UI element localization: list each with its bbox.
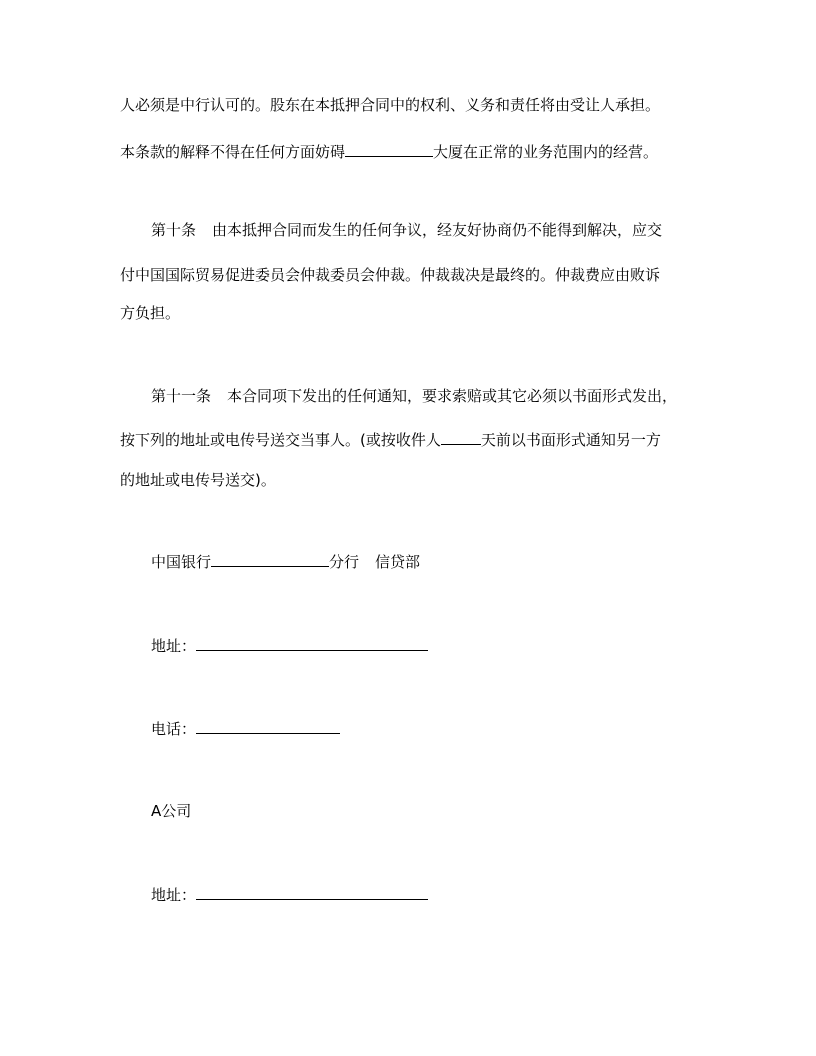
- bank-address-label: 地址：: [151, 637, 197, 655]
- paragraph-1-line-2: [120, 142, 658, 162]
- bank-address-line: [151, 636, 428, 656]
- bank-branch-label: 分行: [329, 553, 360, 571]
- bank-address-blank: [196, 636, 428, 651]
- article-11-text-1: 本合同项下发出的任何通知，要求索赔或其它必须以书面形式发出，: [227, 387, 678, 405]
- bank-department-label: 信贷部: [375, 553, 421, 571]
- article-10-text-1: 由本抵押合同而发生的任何争议，经友好协商仍不能得到解决，应交: [212, 221, 663, 239]
- company-address-blank: [196, 885, 428, 900]
- article-10-heading: 第十条: [151, 221, 197, 239]
- article-11-line-2-before: 按下列的地址或电传号送交当事人。(或按收件人: [120, 431, 441, 449]
- article-10-line-2: 付中国国际贸易促进委员会仲裁委员会仲裁。仲裁裁决是最终的。仲裁费应由败诉: [120, 266, 661, 284]
- article-11-line-2: [120, 430, 661, 450]
- bank-phone-line: [151, 719, 340, 739]
- article-10-line-1: [151, 220, 662, 240]
- company-address-line: [151, 885, 428, 905]
- bank-prefix: 中国银行: [151, 553, 212, 571]
- article-11-heading: 第十一条: [151, 387, 212, 405]
- article-11-line-3: 的地址或电传号送交)。: [120, 471, 276, 489]
- bank-branch-blank: [211, 552, 329, 567]
- paragraph-1-line-2-after: 大厦在正常的业务范围内的经营。: [433, 143, 659, 161]
- paragraph-1-line-2-before: 本条款的解释不得在任何方面妨碍: [120, 143, 346, 161]
- article-10-line-3: 方负担。: [120, 304, 181, 322]
- article-11-line-1: [151, 386, 677, 406]
- article-11-line-2-after: 天前以书面形式通知另一方: [480, 431, 661, 449]
- building-name-blank: [345, 142, 433, 157]
- company-address-label: 地址：: [151, 886, 197, 904]
- days-blank: [441, 430, 481, 445]
- bank-phone-label: 电话：: [151, 720, 197, 738]
- paragraph-1-line-1: 人必须是中行认可的。股东在本抵押合同中的权利、义务和责任将由受让人承担。: [120, 96, 661, 114]
- bank-line: [151, 552, 420, 572]
- company-name: A公司: [151, 802, 192, 820]
- bank-phone-blank: [196, 719, 340, 734]
